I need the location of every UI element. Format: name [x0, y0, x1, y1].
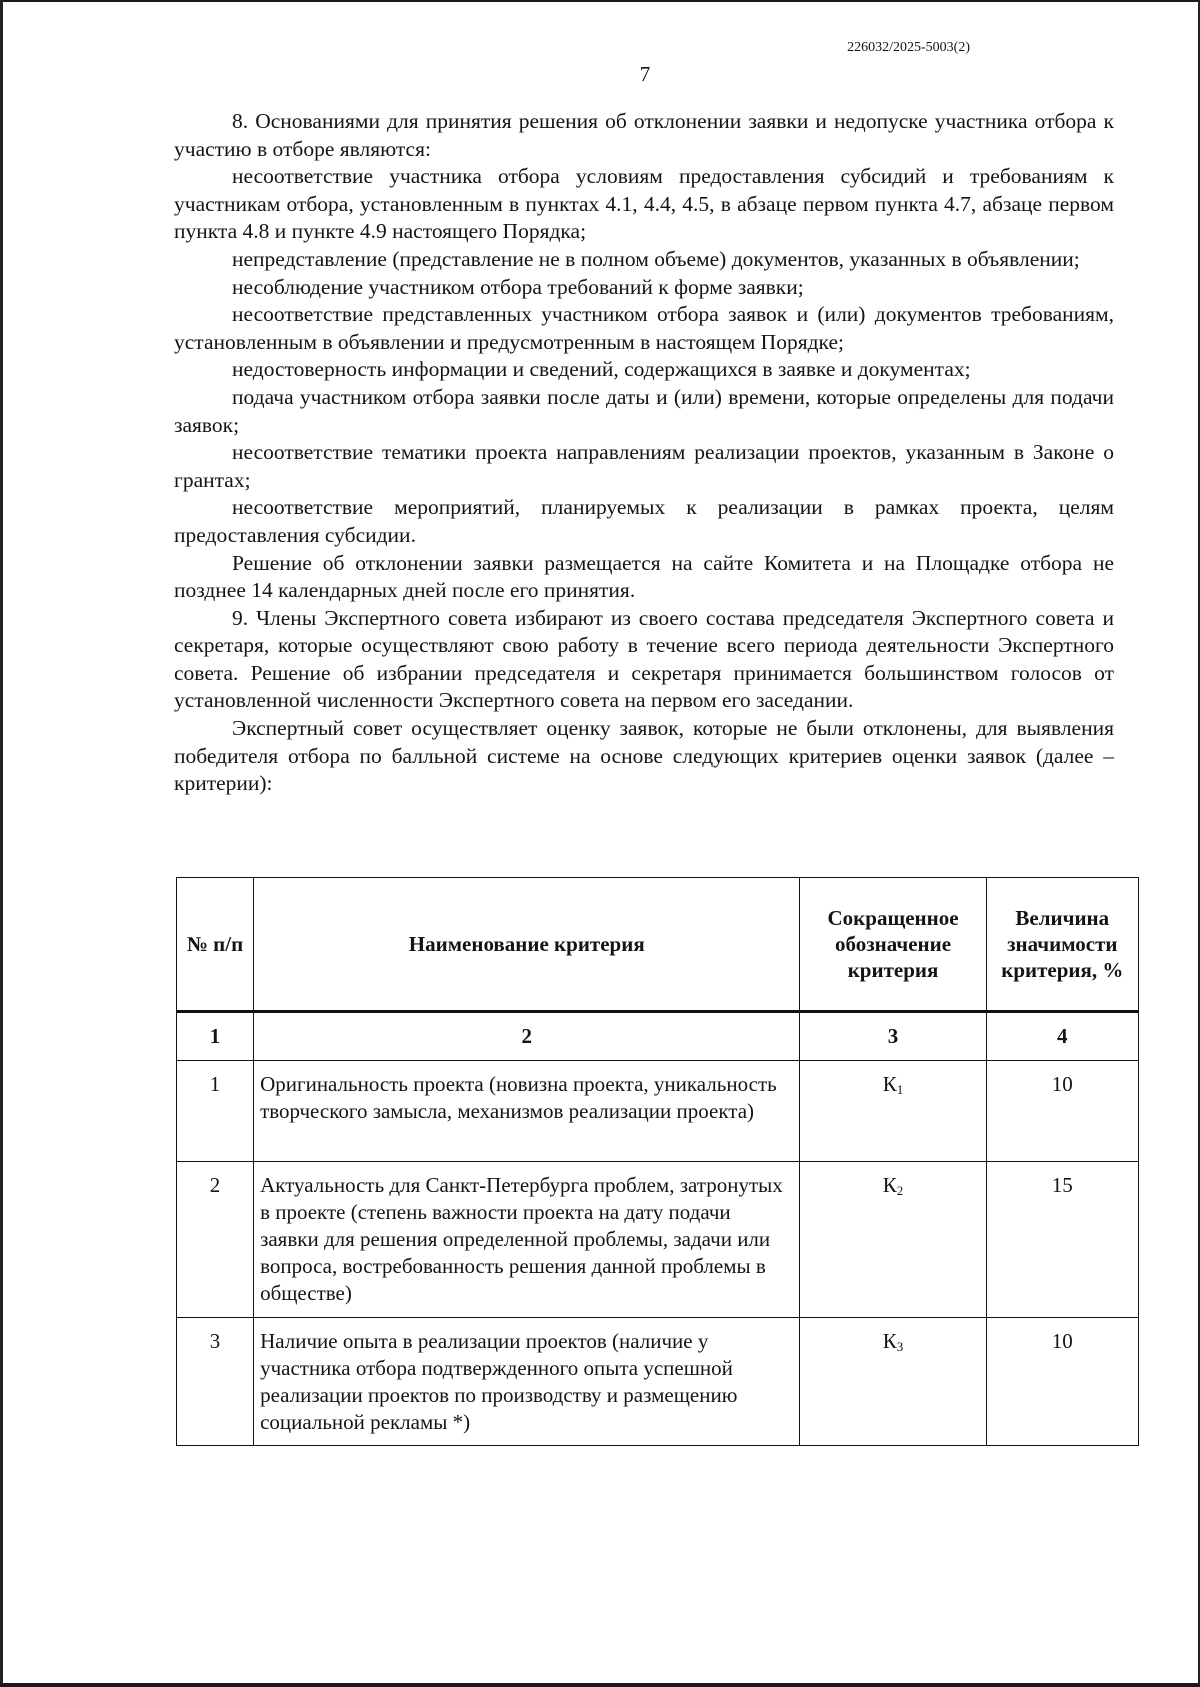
row-weight: 15: [986, 1162, 1138, 1318]
header-weight: Величина значимости критерия, %: [986, 878, 1138, 1012]
paragraph: несоответствие мероприятий, планируемых к реализации в рамках проекта, целям предоставления субсидии.: [174, 495, 1114, 547]
scan-edge-bottom: [0, 1683, 1200, 1687]
row-weight: 10: [986, 1318, 1138, 1446]
abbr-index: 3: [896, 1339, 904, 1354]
row-num: 3: [177, 1318, 254, 1446]
paragraph: несоответствие тематики проекта направлениям реализации проектов, указанным в Законе о грантах;: [174, 440, 1114, 492]
scan-edge-left: [0, 0, 3, 1687]
page-number: 7: [639, 62, 651, 86]
header-name: Наименование критерия: [254, 878, 800, 1012]
table-row: [177, 1061, 1139, 1162]
paragraph: подача участником отбора заявки после даты и (или) времени, которые определены для подачи заявок;: [174, 384, 1114, 437]
abbr-letter: К: [882, 1072, 897, 1096]
table-row: [177, 1162, 1139, 1318]
document-body: [174, 108, 1114, 798]
paragraph: недостоверность информации и сведений, содержащихся в заявке и документах;: [232, 357, 971, 382]
row-abbr: [800, 1162, 986, 1318]
header-abbr: Сокращенное обозначение критерия: [800, 878, 986, 1012]
row-abbr: [800, 1318, 986, 1446]
row-num: 2: [177, 1162, 254, 1318]
paragraph: непредставление (представление не в полном объеме) документов, указанных в объявлении;: [232, 246, 1080, 271]
paragraph: несоответствие участника отбора условиям предоставления субсидий и требованиям к участникам отбора, установленным в пунктах 4.1, 4.4, 4.5, в абзаце первом пункта 4.7, абзаце первом пункта 4.8 и пункте 4.9 настоящего Порядка;: [174, 164, 1114, 244]
column-number: 1: [177, 1012, 254, 1061]
column-number: 2: [254, 1012, 800, 1061]
column-number: 4: [986, 1012, 1138, 1061]
paragraph: несоответствие представленных участником отбора заявок и (или) документов требованиям, установленным в объявлении и предусмотренным в настоящем Порядке;: [174, 302, 1114, 354]
table-row: [177, 1318, 1139, 1446]
column-number-row: [177, 1012, 1139, 1061]
row-num: 1: [177, 1061, 254, 1162]
header-num: № п/п: [177, 878, 254, 1012]
abbr-index: 1: [896, 1082, 904, 1097]
paragraph: 8. Основаниями для принятия решения об отклонении заявки и недопуске участника отбора к участию в отборе являются:: [174, 109, 1114, 161]
row-criterion-name: Актуальность для Санкт-Петербурга проблем, затронутых в проекте (степень важности проекта на дату подачи заявки для решения определенной проблемы, задачи или вопроса, востребованность решения данной проблемы в обществе): [254, 1162, 800, 1318]
document-number: 226032/2025-5003(2): [847, 40, 970, 55]
paragraph: Решение об отклонении заявки размещается на сайте Комитета и на Площадке отбора не позднее 14 календарных дней после его принятия.: [174, 550, 1114, 603]
scan-edge-top: [0, 0, 1200, 2]
row-weight: 10: [986, 1061, 1138, 1162]
abbr-letter: К: [882, 1173, 897, 1197]
table-header-row: [177, 878, 1139, 1012]
paragraph: 9. Члены Экспертного совета избирают из своего состава председателя Экспертного совета и секретаря, которые осуществляют свою работу в течение всего периода деятельности Экспертного совета. Решение об избрании председателя и секретаря принимается большинством голосов от установленной численности Экспертного совета на первом его заседании.: [174, 605, 1114, 713]
paragraph: Экспертный совет осуществляет оценку заявок, которые не были отклонены, для выявления победителя отбора по балльной системе на основе следующих критериев оценки заявок (далее – критерии):: [174, 716, 1114, 796]
row-criterion-name: Наличие опыта в реализации проектов (наличие у участника отбора подтвержденного опыта успешной реализации проектов по производству и размещению социальной рекламы *): [254, 1318, 800, 1446]
abbr-letter: К: [882, 1329, 897, 1353]
paragraph: несоблюдение участником отбора требований к форме заявки;: [232, 274, 804, 299]
row-abbr: [800, 1061, 986, 1162]
abbr-index: 2: [896, 1183, 904, 1198]
criteria-table: [176, 877, 1139, 1446]
column-number: 3: [800, 1012, 986, 1061]
row-criterion-name: Оригинальность проекта (новизна проекта, уникальность творческого замысла, механизмов реализации проекта): [254, 1061, 800, 1162]
